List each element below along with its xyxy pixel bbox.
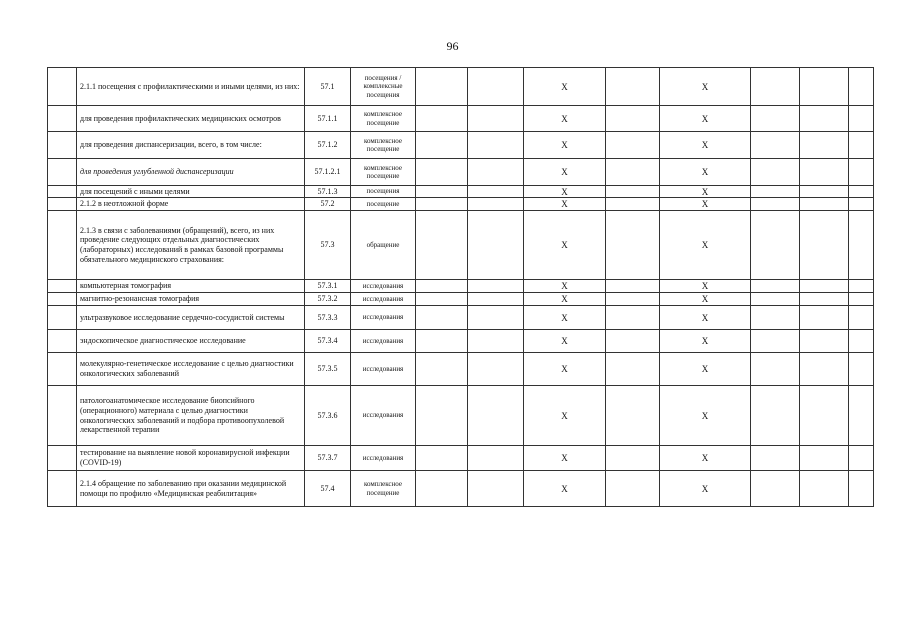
row-name-cell: 2.1.1 посещения с профилактическими и иными целями, из них: (77, 68, 305, 106)
x-mark-cell: X (660, 280, 751, 293)
row-number-cell (48, 198, 77, 211)
empty-cell (468, 211, 524, 280)
row-number-cell (48, 306, 77, 330)
row-name-cell: 2.1.3 в связи с заболеваниями (обращений), всего, из них проведение следующих отдельных диагностических (лабораторных) исследований в рамках базовой программы обязательного медицинского страхования: (77, 211, 305, 280)
empty-cell (751, 106, 800, 132)
empty-cell (416, 446, 468, 471)
empty-cell (416, 106, 468, 132)
row-code-cell: 57.2 (305, 198, 351, 211)
empty-cell (468, 386, 524, 446)
empty-cell (416, 306, 468, 330)
row-unit-cell: посещение (351, 198, 416, 211)
row-unit-cell: комплексное посещение (351, 132, 416, 159)
row-number-cell (48, 330, 77, 353)
empty-cell (468, 198, 524, 211)
row-name-cell: 2.1.2 в неотложной форме (77, 198, 305, 211)
x-mark-cell: X (524, 293, 606, 306)
row-code-cell: 57.3.4 (305, 330, 351, 353)
row-code-cell: 57.1.2 (305, 132, 351, 159)
row-name-cell: 2.1.4 обращение по заболеванию при оказании медицинской помощи по профилю «Медицинская реабилитация» (77, 471, 305, 507)
row-number-cell (48, 132, 77, 159)
x-mark-cell: X (660, 446, 751, 471)
empty-cell (468, 471, 524, 507)
empty-cell (606, 386, 660, 446)
table-row (48, 471, 874, 507)
empty-cell (606, 132, 660, 159)
row-unit-cell: исследования (351, 386, 416, 446)
empty-cell (800, 386, 849, 446)
empty-cell (751, 211, 800, 280)
empty-cell (416, 353, 468, 386)
row-code-cell: 57.1.2.1 (305, 159, 351, 186)
table-row (48, 386, 874, 446)
empty-cell (751, 280, 800, 293)
row-code-cell: 57.3.7 (305, 446, 351, 471)
empty-cell (800, 280, 849, 293)
empty-cell (468, 330, 524, 353)
empty-cell (751, 386, 800, 446)
empty-cell (606, 353, 660, 386)
empty-cell (800, 471, 849, 507)
row-code-cell: 57.3 (305, 211, 351, 280)
empty-cell (849, 198, 874, 211)
row-number-cell (48, 353, 77, 386)
page-number: 96 (446, 39, 459, 53)
x-mark-cell: X (660, 386, 751, 446)
row-name-cell: эндоскопическое диагностическое исследование (77, 330, 305, 353)
table-row (48, 159, 874, 186)
row-code-cell: 57.1.1 (305, 106, 351, 132)
data-table (47, 67, 874, 507)
empty-cell (468, 106, 524, 132)
x-mark-cell: X (524, 159, 606, 186)
row-unit-cell: исследования (351, 446, 416, 471)
empty-cell (606, 68, 660, 106)
empty-cell (606, 306, 660, 330)
row-unit-cell: исследования (351, 330, 416, 353)
empty-cell (751, 306, 800, 330)
empty-cell (468, 68, 524, 106)
table-row (48, 330, 874, 353)
empty-cell (751, 446, 800, 471)
empty-cell (606, 159, 660, 186)
empty-cell (800, 106, 849, 132)
empty-cell (751, 68, 800, 106)
x-mark-cell: X (660, 330, 751, 353)
row-name-cell: для проведения диспансеризации, всего, в том числе: (77, 132, 305, 159)
row-unit-cell: посещения / комплексные посещения (351, 68, 416, 106)
row-name-cell: молекулярно-генетическое исследование с целью диагностики онкологических заболеваний (77, 353, 305, 386)
x-mark-cell: X (524, 280, 606, 293)
empty-cell (416, 330, 468, 353)
row-name-cell: магнитно-резонансная томография (77, 293, 305, 306)
empty-cell (800, 306, 849, 330)
empty-cell (800, 446, 849, 471)
empty-cell (751, 186, 800, 198)
x-mark-cell: X (660, 353, 751, 386)
row-number-cell (48, 186, 77, 198)
row-code-cell: 57.4 (305, 471, 351, 507)
x-mark-cell: X (660, 471, 751, 507)
x-mark-cell: X (524, 471, 606, 507)
empty-cell (751, 330, 800, 353)
empty-cell (849, 306, 874, 330)
x-mark-cell: X (524, 211, 606, 280)
empty-cell (416, 471, 468, 507)
empty-cell (849, 330, 874, 353)
row-number-cell (48, 446, 77, 471)
row-number-cell (48, 159, 77, 186)
table-row (48, 132, 874, 159)
x-mark-cell: X (524, 186, 606, 198)
row-code-cell: 57.3.6 (305, 386, 351, 446)
x-mark-cell: X (524, 132, 606, 159)
row-code-cell: 57.1.3 (305, 186, 351, 198)
x-mark-cell: X (660, 211, 751, 280)
row-number-cell (48, 106, 77, 132)
empty-cell (849, 186, 874, 198)
empty-cell (416, 386, 468, 446)
row-code-cell: 57.3.1 (305, 280, 351, 293)
row-unit-cell: исследования (351, 306, 416, 330)
x-mark-cell: X (660, 68, 751, 106)
x-mark-cell: X (524, 386, 606, 446)
x-mark-cell: X (524, 446, 606, 471)
table-row (48, 106, 874, 132)
empty-cell (416, 198, 468, 211)
row-unit-cell: посещения (351, 186, 416, 198)
row-name-cell: компьютерная томография (77, 280, 305, 293)
row-name-cell: для проведения углубленной диспансеризации (77, 159, 305, 186)
empty-cell (468, 280, 524, 293)
empty-cell (800, 159, 849, 186)
table-row (48, 280, 874, 293)
row-unit-cell: обращение (351, 211, 416, 280)
x-mark-cell: X (524, 106, 606, 132)
empty-cell (468, 446, 524, 471)
row-code-cell: 57.1 (305, 68, 351, 106)
empty-cell (416, 293, 468, 306)
row-number-cell (48, 386, 77, 446)
empty-cell (849, 293, 874, 306)
empty-cell (606, 186, 660, 198)
x-mark-cell: X (660, 186, 751, 198)
empty-cell (606, 280, 660, 293)
x-mark-cell: X (524, 330, 606, 353)
empty-cell (800, 211, 849, 280)
row-unit-cell: исследования (351, 280, 416, 293)
table-row (48, 293, 874, 306)
row-number-cell (48, 293, 77, 306)
empty-cell (468, 353, 524, 386)
row-number-cell (48, 471, 77, 507)
row-number-cell (48, 211, 77, 280)
empty-cell (849, 106, 874, 132)
row-name-cell: ультразвуковое исследование сердечно-сосудистой системы (77, 306, 305, 330)
empty-cell (800, 293, 849, 306)
x-mark-cell: X (660, 293, 751, 306)
row-code-cell: 57.3.2 (305, 293, 351, 306)
row-code-cell: 57.3.3 (305, 306, 351, 330)
empty-cell (800, 330, 849, 353)
empty-cell (849, 386, 874, 446)
empty-cell (751, 198, 800, 211)
empty-cell (606, 106, 660, 132)
empty-cell (606, 293, 660, 306)
table-row (48, 446, 874, 471)
row-unit-cell: исследования (351, 293, 416, 306)
x-mark-cell: X (660, 106, 751, 132)
empty-cell (416, 280, 468, 293)
empty-cell (751, 159, 800, 186)
empty-cell (468, 159, 524, 186)
empty-cell (468, 306, 524, 330)
empty-cell (849, 159, 874, 186)
empty-cell (606, 471, 660, 507)
x-mark-cell: X (524, 68, 606, 106)
empty-cell (416, 159, 468, 186)
empty-cell (849, 471, 874, 507)
empty-cell (800, 198, 849, 211)
empty-cell (751, 353, 800, 386)
empty-cell (849, 280, 874, 293)
table-row (48, 186, 874, 198)
row-unit-cell: комплексное посещение (351, 471, 416, 507)
row-name-cell: патологоанатомическое исследование биопсийного (операционного) материала с целью диагностики онкологических заболеваний и подбора противоопухолевой лекарственной терапии (77, 386, 305, 446)
empty-cell (849, 211, 874, 280)
empty-cell (416, 186, 468, 198)
empty-cell (849, 353, 874, 386)
empty-cell (416, 68, 468, 106)
empty-cell (849, 132, 874, 159)
table-row (48, 306, 874, 330)
row-unit-cell: комплексное посещение (351, 159, 416, 186)
row-unit-cell: исследования (351, 353, 416, 386)
empty-cell (468, 293, 524, 306)
table-row (48, 198, 874, 211)
x-mark-cell: X (660, 198, 751, 211)
row-unit-cell: комплексное посещение (351, 106, 416, 132)
empty-cell (849, 446, 874, 471)
empty-cell (606, 198, 660, 211)
empty-cell (606, 446, 660, 471)
x-mark-cell: X (660, 306, 751, 330)
empty-cell (800, 186, 849, 198)
table-row (48, 211, 874, 280)
row-name-cell: тестирование на выявление новой коронавирусной инфекции (COVID-19) (77, 446, 305, 471)
empty-cell (751, 132, 800, 159)
empty-cell (800, 132, 849, 159)
row-number-cell (48, 68, 77, 106)
x-mark-cell: X (524, 306, 606, 330)
empty-cell (468, 186, 524, 198)
row-name-cell: для проведения профилактических медицинских осмотров (77, 106, 305, 132)
empty-cell (751, 293, 800, 306)
x-mark-cell: X (524, 353, 606, 386)
row-number-cell (48, 280, 77, 293)
empty-cell (606, 330, 660, 353)
x-mark-cell: X (660, 132, 751, 159)
empty-cell (751, 471, 800, 507)
empty-cell (800, 353, 849, 386)
empty-cell (416, 132, 468, 159)
table-row (48, 353, 874, 386)
empty-cell (468, 132, 524, 159)
empty-cell (606, 211, 660, 280)
empty-cell (800, 68, 849, 106)
empty-cell (849, 68, 874, 106)
row-name-cell: для посещений с иными целями (77, 186, 305, 198)
table-row (48, 68, 874, 106)
row-code-cell: 57.3.5 (305, 353, 351, 386)
x-mark-cell: X (660, 159, 751, 186)
empty-cell (416, 211, 468, 280)
x-mark-cell: X (524, 198, 606, 211)
